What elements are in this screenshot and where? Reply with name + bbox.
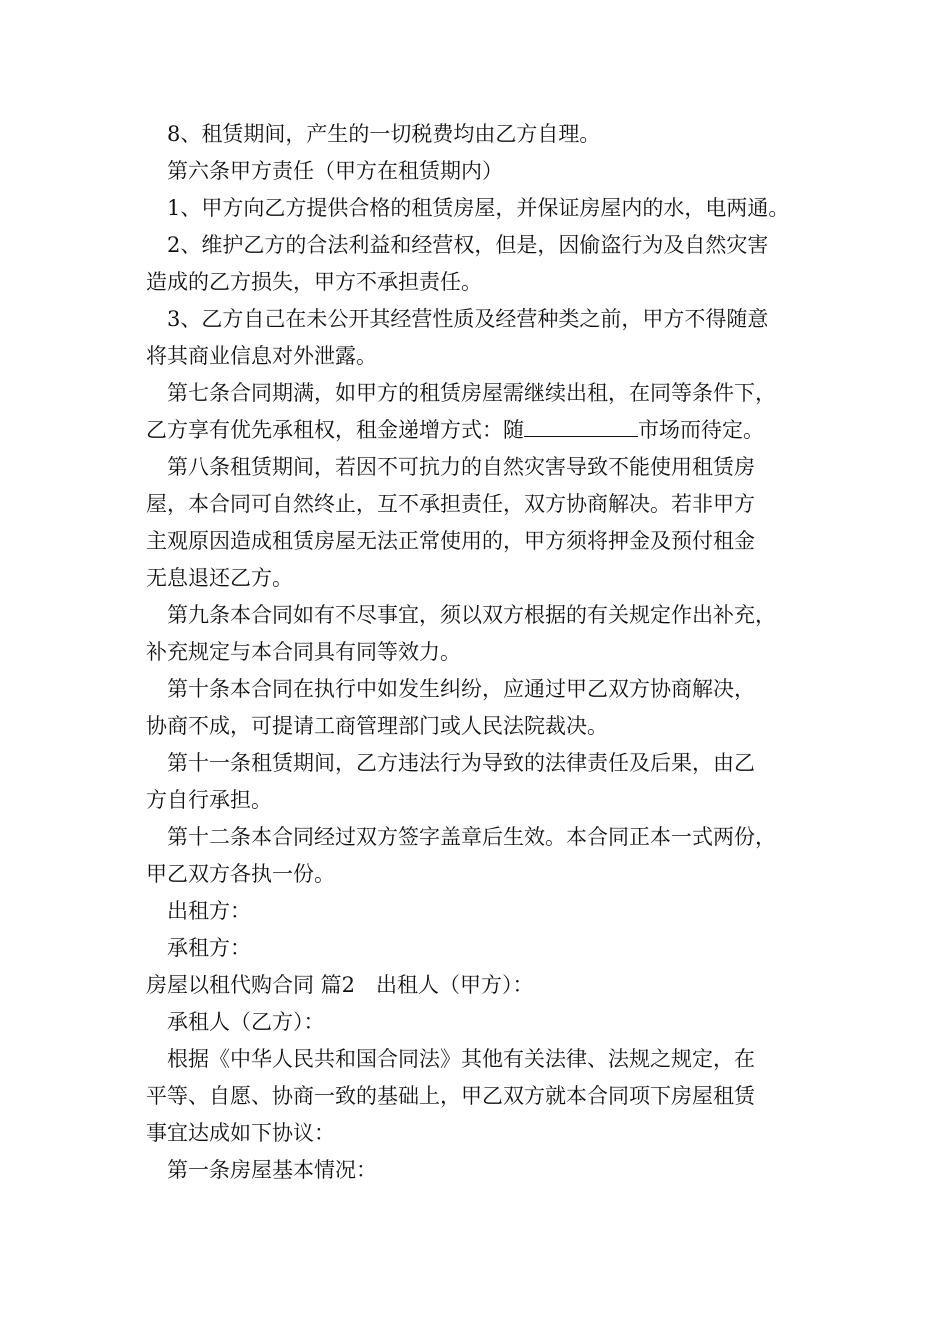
paragraph-line: 补充规定与本合同具有同等效力。 (146, 640, 461, 664)
paragraph-line: 承租人（乙方）： (167, 1010, 325, 1034)
paragraph-line: 8、租赁期间，产生的一切税费均由乙方自理。 (167, 122, 601, 146)
paragraph-line: 第十条本合同在执行中如发生纠纷，应通过甲乙双方协商解决， (167, 677, 755, 701)
paragraph-line: 将其商业信息对外泄露。 (146, 344, 377, 368)
paragraph-line: 主观原因造成租赁房屋无法正常使用的，甲方须将押金及预付租金 (146, 529, 755, 553)
paragraph-line: 造成的乙方损失，甲方不承担责任。 (146, 270, 482, 294)
paragraph-line: 1、甲方向乙方提供合格的租赁房屋，并保证房屋内的水，电两通。 (167, 196, 790, 220)
paragraph-line: 第八条租赁期间，若因不可抗力的自然灾害导致不能使用租赁房 (167, 455, 755, 479)
section-heading: 第六条甲方责任（甲方在租赁期内） (167, 159, 503, 183)
paragraph-line: 协商不成，可提请工商管理部门或人民法院裁决。 (146, 714, 608, 738)
paragraph-line-with-blank (146, 412, 826, 449)
paragraph-line: 第十一条租赁期间，乙方违法行为导致的法律责任及后果，由乙 (167, 751, 755, 775)
paragraph-line: 平等、自愿、协商一致的基础上，甲乙双方就本合同项下房屋租赁 (146, 1084, 755, 1108)
paragraph-line: 第十二条本合同经过双方签字盖章后生效。本合同正本一式两份， (167, 825, 776, 849)
lessee-signature-label: 承租方： (167, 936, 251, 960)
contract-title-line: 房屋以租代购合同 篇2 出租人（甲方）： (146, 973, 534, 997)
paragraph-line: 根据《中华人民共和国合同法》其他有关法律、法规之规定，在 (167, 1047, 755, 1071)
blank-prefix-text: 乙方享有优先承租权，租金递增方式：随 (146, 418, 524, 442)
blank-suffix-text: 市场而待定。 (638, 418, 764, 442)
paragraph-line: 3、乙方自己在未公开其经营性质及经营种类之前，甲方不得随意 (167, 307, 769, 331)
paragraph-line: 屋，本合同可自然终止，互不承担责任，双方协商解决。若非甲方 (146, 492, 755, 516)
paragraph-line: 无息退还乙方。 (146, 566, 293, 590)
paragraph-line: 甲乙双方各执一份。 (146, 862, 335, 886)
document-body (146, 116, 826, 1189)
paragraph-line: 第七条合同期满，如甲方的租赁房屋需继续出租，在同等条件下， (167, 381, 776, 405)
paragraph-line: 第九条本合同如有不尽事宜，须以双方根据的有关规定作出补充， (167, 603, 776, 627)
paragraph-line: 事宜达成如下协议： (146, 1121, 335, 1145)
section-heading: 第一条房屋基本情况： (167, 1158, 377, 1182)
lessor-signature-label: 出租方： (167, 899, 251, 923)
paragraph-line: 方自行承担。 (146, 788, 272, 812)
fill-in-blank[interactable] (524, 414, 638, 437)
paragraph-line: 2、维护乙方的合法利益和经营权，但是，因偷盗行为及自然灾害 (167, 233, 769, 257)
